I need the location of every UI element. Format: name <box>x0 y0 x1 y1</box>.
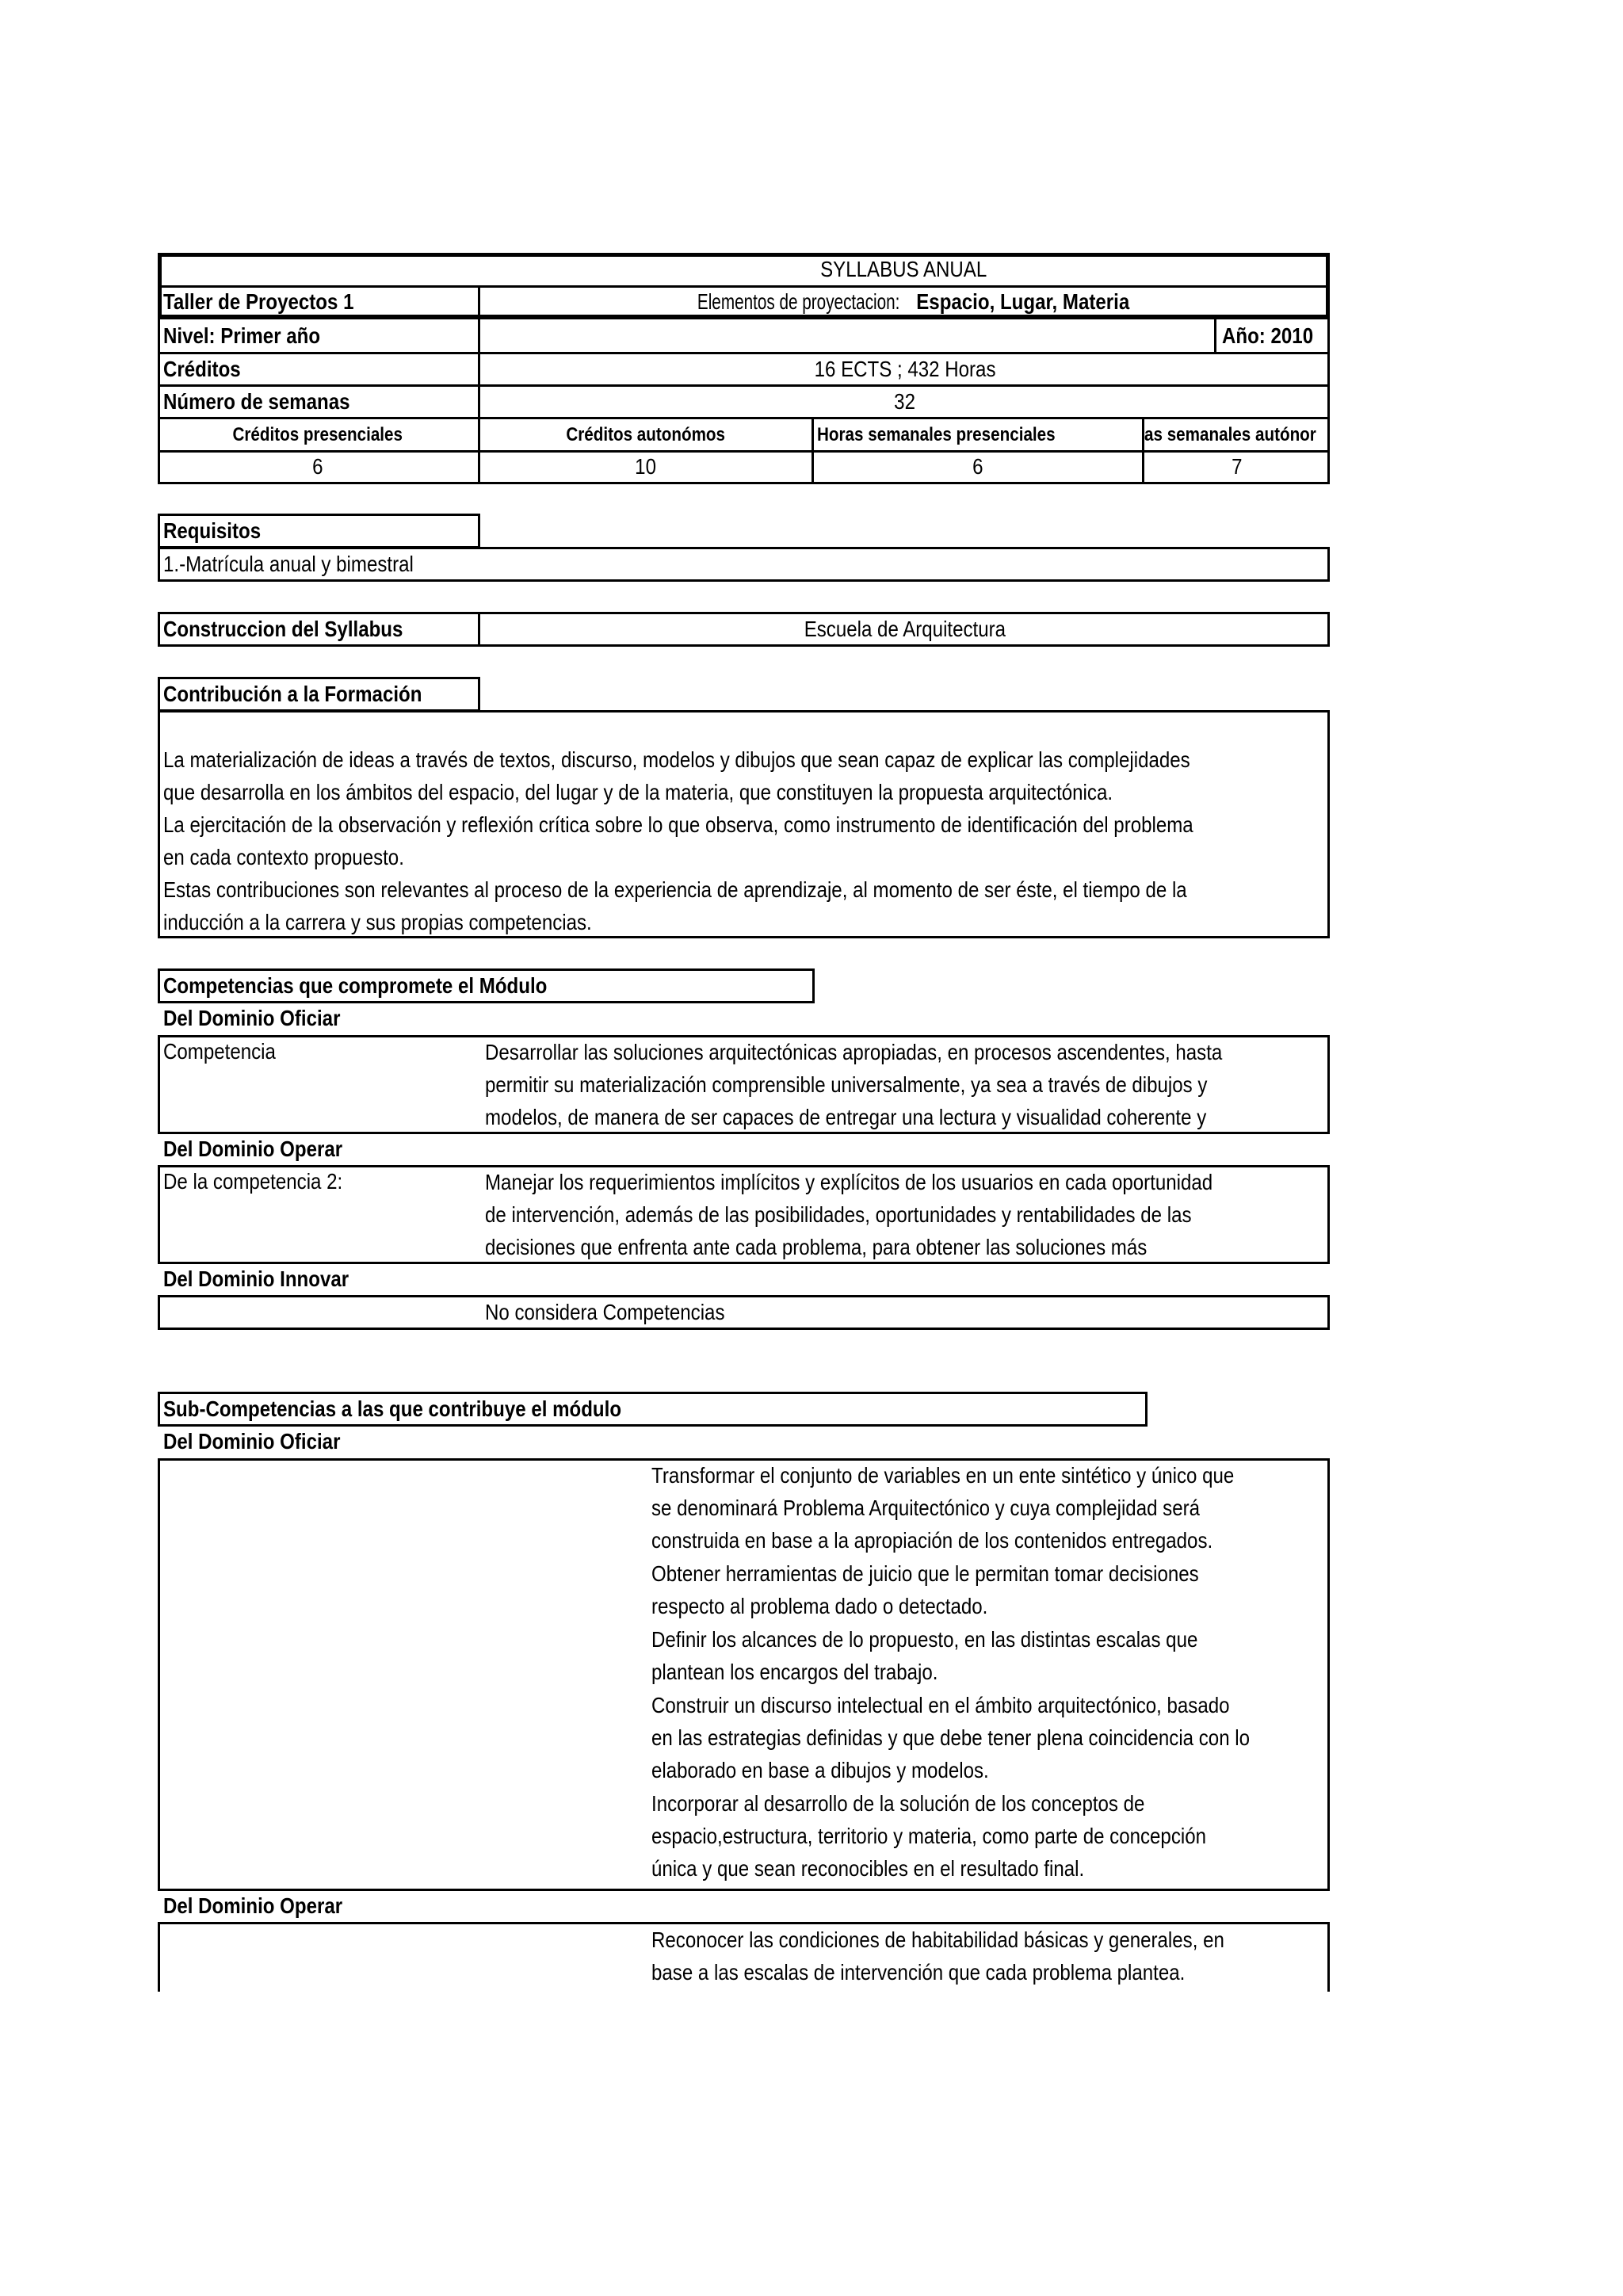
subcompetencias-oficiar-label: Del Dominio Oficiar <box>163 1429 341 1454</box>
contribucion-line: que desarrolla en los ámbitos del espacio, del lugar y de la materia, que constituyen la propuesta arquitectónica. <box>163 780 1113 804</box>
col-value-4: 7 <box>1232 454 1243 479</box>
competencia-line: modelos, de manera de ser capaces de entregar una lectura y visualidad coherente y <box>485 1105 1207 1129</box>
competencia-line: Manejar los requerimientos implícitos y explícitos de los usuarios en cada oportunidad <box>485 1170 1213 1194</box>
competencia-line: de intervención, además de las posibilidades, oportunidades y rentabilidades de las <box>485 1202 1192 1227</box>
subcompetencia-line: plantean los encargos del trabajo. <box>651 1660 938 1684</box>
construccion-label: Construccion del Syllabus <box>163 617 403 641</box>
year-label: Año: 2010 <box>1222 323 1314 348</box>
competencias-innovar-label: Del Dominio Innovar <box>163 1266 349 1291</box>
col-header-creditos-presenciales: Créditos presenciales <box>232 424 403 445</box>
subcompetencia-line: se denominará Problema Arquitectónico y cuya complejidad será <box>651 1496 1201 1520</box>
contribucion-line: inducción a la carrera y sus propias competencias. <box>163 910 592 934</box>
weeks-label: Número de semanas <box>163 389 350 414</box>
col-value-2: 10 <box>635 454 657 479</box>
construccion-value: Escuela de Arquitectura <box>804 617 1006 641</box>
subcompetencia-line: única y que sean reconocibles en el resultado final. <box>651 1856 1085 1881</box>
subcompetencia-line: Definir los alcances de lo propuesto, en las distintas escalas que <box>651 1627 1198 1652</box>
col-header-horas-presenciales: Horas semanales presenciales <box>817 424 1056 445</box>
subcompetencia-line: Obtener herramientas de juicio que le permitan tomar decisiones <box>651 1561 1199 1586</box>
competencia-line: Desarrollar las soluciones arquitectónicas apropiadas, en procesos ascendentes, hasta <box>485 1040 1223 1064</box>
col-header-horas-autonomas: as semanales autónor <box>1144 424 1316 445</box>
competencias-operar-text <box>485 1166 1212 1263</box>
competencia-line: permitir su materialización comprensible universalmente, ya sea a través de dibujos y <box>485 1072 1208 1097</box>
col-value-3: 6 <box>972 454 983 479</box>
subcompetencia-line: Construir un discurso intelectual en el ámbito arquitectónico, basado <box>651 1693 1230 1717</box>
subcompetencia-line: base a las escalas de intervención que cada problema plantea. <box>651 1960 1186 1985</box>
col-value-1: 6 <box>312 454 323 479</box>
weeks-value: 32 <box>894 389 916 414</box>
subcompetencia-line: construida en base a la apropiación de los contenidos entregados. <box>651 1528 1213 1553</box>
subcompetencias-oficiar-text <box>651 1459 1250 1885</box>
contribucion-line: La ejercitación de la observación y reflexión crítica sobre lo que observa, como instrumento de identificación del problema <box>163 812 1193 837</box>
syllabus-title: SYLLABUS ANUAL <box>820 257 987 281</box>
level-label: Nivel: Primer año <box>163 323 321 348</box>
course-subtitle: Elementos de proyectacion:Espacio, Lugar, Materia <box>697 289 1130 314</box>
col-header-horas-autonomas-cell <box>1144 419 1327 449</box>
contribucion-text <box>163 743 1193 938</box>
subcompetencia-line: Transformar el conjunto de variables en un ente sintético y único que <box>651 1463 1235 1488</box>
competencias-operar-label: Del Dominio Operar <box>163 1137 343 1161</box>
course-name: Taller de Proyectos 1 <box>163 289 354 314</box>
competencias-innovar-value: No considera Competencias <box>485 1300 725 1324</box>
competencias-oficiar-label: Del Dominio Oficiar <box>163 1006 341 1030</box>
subcompetencia-line: en las estrategias definidas y que debe tener plena coincidencia con lo <box>651 1725 1251 1750</box>
competencia-line: decisiones que enfrenta ante cada problema, para obtener las soluciones más <box>485 1235 1148 1259</box>
competencias-innovar-box <box>158 1295 1330 1330</box>
contribucion-line: Estas contribuciones son relevantes al proceso de la experiencia de aprendizaje, al momento de ser éste, el tiempo de la <box>163 877 1187 902</box>
subcompetencia-line: espacio,estructura, territorio y materia, como parte de concepción <box>651 1824 1206 1848</box>
subcompetencia-line: elaborado en base a dibujos y modelos. <box>651 1758 989 1782</box>
competencias-oficiar-text <box>485 1036 1222 1133</box>
subcompetencia-line: respecto al problema dado o detectado. <box>651 1594 988 1618</box>
credits-label: Créditos <box>163 357 241 381</box>
subcompetencias-operar-label: Del Dominio Operar <box>163 1893 343 1918</box>
subcompetencias-operar-text <box>651 1924 1224 1988</box>
requisitos-label: Requisitos <box>163 518 262 543</box>
requisitos-value: 1.-Matrícula anual y bimestral <box>163 552 414 576</box>
contribucion-line: en cada contexto propuesto. <box>163 845 404 869</box>
subcompetencia-line: Reconocer las condiciones de habitabilidad básicas y generales, en <box>651 1927 1224 1952</box>
col-header-creditos-autonomos: Créditos autonómos <box>566 424 726 445</box>
subcompetencias-label: Sub-Competencias a las que contribuye el módulo <box>163 1396 622 1421</box>
contribucion-label: Contribución a la Formación <box>163 682 422 706</box>
contribucion-line: La materialización de ideas a través de textos, discurso, modelos y dibujos que sean capaz de explicar las complejidades <box>163 747 1190 772</box>
credits-value: 16 ECTS ; 432 Horas <box>814 357 996 381</box>
competencias-operar-key: De la competencia 2: <box>163 1169 343 1194</box>
competencias-oficiar-key: Competencia <box>163 1039 276 1064</box>
subcompetencia-line: Incorporar al desarrollo de la solución de los conceptos de <box>651 1791 1145 1816</box>
competencias-label: Competencias que compromete el Módulo <box>163 973 548 998</box>
